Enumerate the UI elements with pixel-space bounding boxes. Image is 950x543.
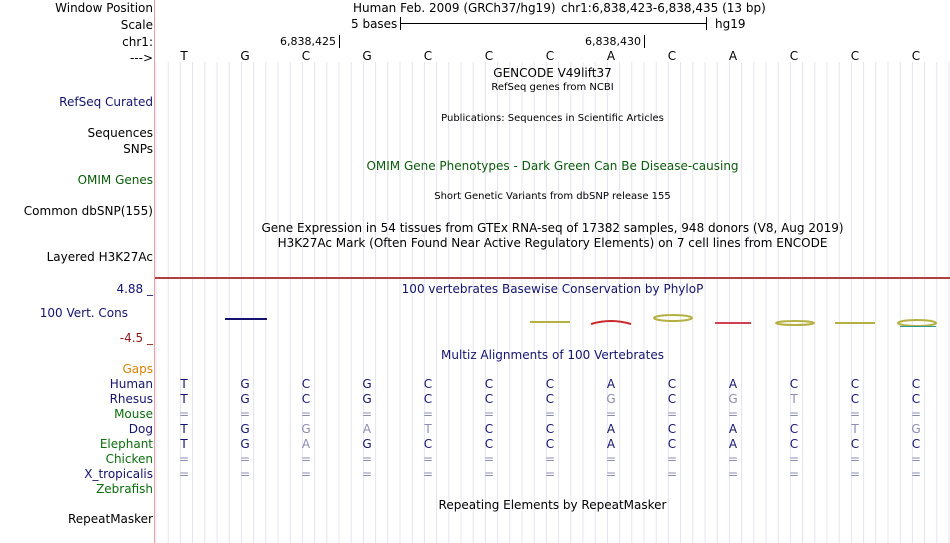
alignment-base: A <box>606 437 616 451</box>
refseq-track-title[interactable]: RefSeq genes from NCBI <box>491 82 614 93</box>
alignment-base: = <box>727 452 739 466</box>
alignment-base: A <box>606 377 616 391</box>
alignment-base: = <box>544 452 556 466</box>
phylop-track-title[interactable]: 100 vertebrates Basewise Conservation by PhyloP <box>401 282 704 296</box>
species-label-x_tropicalis[interactable]: X_tropicalis <box>84 467 153 481</box>
alignment-base: G <box>240 377 250 391</box>
coord-430-tick <box>644 35 645 48</box>
alignment-base: = <box>666 407 678 421</box>
phylop-label[interactable]: 100 Vert. Cons <box>39 306 128 320</box>
alignment-base: = <box>727 407 739 421</box>
repeatmasker-track-title[interactable]: Repeating Elements by RepeatMasker <box>438 498 667 512</box>
base-12: C <box>911 49 921 63</box>
alignment-base: C <box>545 377 555 391</box>
gtex-track-title[interactable]: Gene Expression in 54 tissues from GTEx RNA-seq of 17382 samples, 948 donors (V8, Aug 2019) <box>261 221 844 235</box>
alignment-base: G <box>911 422 921 436</box>
alignment-base: = <box>544 467 556 481</box>
alignment-base: C <box>911 392 921 406</box>
base-3: G <box>362 49 372 63</box>
h3k27ac-track-title[interactable]: H3K27Ac Mark (Often Found Near Active Regulatory Elements) on 7 cell lines from ENCODE <box>277 236 828 250</box>
sequences-label[interactable]: Sequences <box>87 126 153 140</box>
base-9: A <box>728 49 738 63</box>
alignment-base: = <box>300 407 312 421</box>
alignment-base: G <box>240 422 250 436</box>
common-dbsnp-label[interactable]: Common dbSNP(155) <box>23 204 153 218</box>
species-label-chicken[interactable]: Chicken <box>105 452 153 466</box>
species-label-zebrafish[interactable]: Zebrafish <box>96 482 153 496</box>
alignment-base: C <box>667 422 677 436</box>
alignment-base: C <box>667 377 677 391</box>
scale-text: 5 bases <box>351 17 398 31</box>
alignment-base: = <box>361 407 373 421</box>
base-7: A <box>606 49 616 63</box>
alignment-base: = <box>483 407 495 421</box>
base-11: C <box>850 49 860 63</box>
alignment-base: C <box>545 392 555 406</box>
alignment-base: C <box>911 437 921 451</box>
alignment-base: = <box>422 407 434 421</box>
strand-label: ---> <box>129 51 153 65</box>
alignment-base: = <box>178 452 190 466</box>
alignment-base: C <box>789 422 799 436</box>
alignment-base: = <box>422 467 434 481</box>
alignment-base: = <box>605 407 617 421</box>
phylop-mark-6 <box>776 321 814 325</box>
alignment-base: C <box>484 392 494 406</box>
alignment-base: = <box>910 452 922 466</box>
scale-bar <box>400 23 706 24</box>
gaps-label[interactable]: Gaps <box>122 362 153 376</box>
alignment-base: = <box>300 452 312 466</box>
alignment-base: = <box>849 407 861 421</box>
alignment-base: = <box>178 467 190 481</box>
alignment-base: C <box>301 392 311 406</box>
alignment-base: = <box>788 452 800 466</box>
refseq-curated-label[interactable]: RefSeq Curated <box>59 95 153 109</box>
alignment-base: = <box>605 467 617 481</box>
alignment-base: = <box>422 452 434 466</box>
publications-track-title[interactable]: Publications: Sequences in Scientific Articles <box>441 113 664 124</box>
alignment-base: = <box>483 452 495 466</box>
species-label-dog[interactable]: Dog <box>128 422 153 436</box>
alignment-base: C <box>484 377 494 391</box>
alignment-base: T <box>424 422 432 436</box>
alignment-base: C <box>850 437 860 451</box>
alignment-base: = <box>300 467 312 481</box>
base-6: C <box>545 49 555 63</box>
dbsnp-track-title[interactable]: Short Genetic Variants from dbSNP release 155 <box>434 191 671 202</box>
alignment-base: A <box>728 422 738 436</box>
alignment-base: G <box>728 392 738 406</box>
alignment-base: = <box>788 467 800 481</box>
alignment-base: G <box>240 437 250 451</box>
position-text: chr1:6,838,423-6,838,435 (13 bp) <box>561 1 766 15</box>
base-4: C <box>423 49 433 63</box>
base-8: C <box>667 49 677 63</box>
alignment-base: = <box>849 467 861 481</box>
base-1: G <box>240 49 250 63</box>
alignment-base: = <box>849 452 861 466</box>
species-label-rhesus[interactable]: Rhesus <box>109 392 153 406</box>
alignment-base: T <box>790 392 798 406</box>
alignment-base: C <box>423 437 433 451</box>
alignment-base: T <box>180 422 188 436</box>
alignment-base: C <box>789 437 799 451</box>
scale-bar-right-tick <box>706 17 707 30</box>
alignment-base: G <box>240 392 250 406</box>
assembly-text: Human Feb. 2009 (GRCh37/hg19) <box>353 1 556 15</box>
alignment-base: A <box>728 377 738 391</box>
alignment-base: = <box>910 467 922 481</box>
alignment-base: C <box>911 377 921 391</box>
alignment-base: C <box>789 377 799 391</box>
alignment-base: C <box>850 392 860 406</box>
coord-430: 6,838,430 <box>585 35 641 48</box>
alignment-base: T <box>851 422 859 436</box>
alignment-base: A <box>301 437 311 451</box>
phylop-mark-7 <box>835 322 875 324</box>
layered-h3k27ac-label[interactable]: Layered H3K27Ac <box>46 250 153 264</box>
alignment-base: C <box>484 422 494 436</box>
coord-425-tick <box>339 35 340 48</box>
species-label-elephant[interactable]: Elephant <box>99 437 153 451</box>
alignment-base: = <box>788 407 800 421</box>
alignment-base: C <box>667 437 677 451</box>
alignment-base: A <box>606 422 616 436</box>
alignment-base: C <box>850 377 860 391</box>
alignment-base: G <box>606 392 616 406</box>
alignment-base: C <box>545 422 555 436</box>
alignment-base: C <box>484 437 494 451</box>
alignment-base: C <box>301 377 311 391</box>
alignment-base: = <box>605 452 617 466</box>
phylop-max-label: 4.88 _ <box>116 282 153 296</box>
base-10: C <box>789 49 799 63</box>
phylop-mark-3 <box>591 321 631 324</box>
alignment-base: = <box>666 452 678 466</box>
base-2: C <box>301 49 311 63</box>
alignment-base: C <box>423 377 433 391</box>
species-label-mouse[interactable]: Mouse <box>114 407 153 421</box>
alignment-base: = <box>239 452 251 466</box>
alignment-base: = <box>544 407 556 421</box>
snps-label[interactable]: SNPs <box>123 142 153 156</box>
alignment-base: G <box>362 392 372 406</box>
base-5: C <box>484 49 494 63</box>
phylop-mark-5 <box>715 322 751 324</box>
alignment-base: C <box>545 437 555 451</box>
phylop-mark-4 <box>654 315 692 321</box>
scale-label: Scale <box>120 18 153 32</box>
alignment-base: C <box>423 392 433 406</box>
repeatmasker-label[interactable]: RepeatMasker <box>67 512 153 526</box>
phylop-mark-8 <box>898 320 936 326</box>
phylop-mark-1 <box>225 318 267 320</box>
alignment-base: = <box>483 467 495 481</box>
phylop-mark-2 <box>530 321 570 323</box>
scale-db: hg19 <box>715 17 746 31</box>
track-separator <box>155 277 950 279</box>
alignment-base: = <box>178 407 190 421</box>
alignment-base: T <box>180 437 188 451</box>
alignment-base: = <box>239 407 251 421</box>
omim-track-title[interactable]: OMIM Gene Phenotypes - Dark Green Can Be Disease-causing <box>366 159 739 173</box>
gencode-track-title[interactable]: GENCODE V49lift37 <box>493 66 612 80</box>
alignment-base: C <box>667 392 677 406</box>
alignment-base: G <box>362 437 372 451</box>
alignment-base: = <box>666 467 678 481</box>
coord-425: 6,838,425 <box>280 35 336 48</box>
phylop-mark-9 <box>900 326 936 327</box>
alignment-base: = <box>361 452 373 466</box>
alignment-base: T <box>180 377 188 391</box>
alignment-base: = <box>239 467 251 481</box>
alignment-base: G <box>301 422 311 436</box>
alignment-base: T <box>180 392 188 406</box>
alignment-base: A <box>362 422 372 436</box>
alignment-base: G <box>362 377 372 391</box>
omim-genes-label[interactable]: OMIM Genes <box>77 173 153 187</box>
alignment-base: = <box>727 467 739 481</box>
base-0: T <box>180 49 188 63</box>
phylop-wiggle <box>155 310 950 332</box>
alignment-base: = <box>910 407 922 421</box>
multiz-track-title[interactable]: Multiz Alignments of 100 Vertebrates <box>440 348 665 362</box>
window-position-label: Window Position <box>55 1 153 15</box>
species-label-human[interactable]: Human <box>109 377 153 391</box>
phylop-min-label: -4.5 _ <box>119 331 153 345</box>
alignment-base: A <box>728 437 738 451</box>
chrom-label: chr1: <box>122 35 153 49</box>
alignment-base: = <box>361 467 373 481</box>
